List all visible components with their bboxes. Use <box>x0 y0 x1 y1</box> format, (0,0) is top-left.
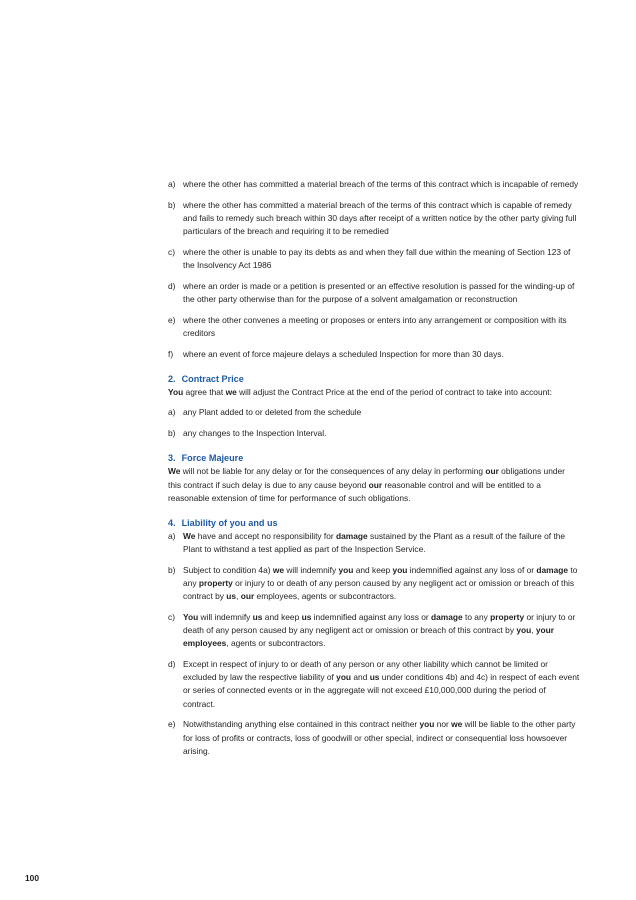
item-label: b) <box>168 428 176 439</box>
item-label: d) <box>168 280 176 291</box>
list-item <box>168 314 580 340</box>
liability-list <box>168 530 580 758</box>
text-run: have and accept no responsibility for <box>195 530 337 541</box>
item-label: c) <box>168 611 175 622</box>
list-item <box>168 658 580 711</box>
defined-term: you <box>392 564 408 575</box>
text-run: and <box>351 672 370 683</box>
text-run: will be liable to the other party for loss of profits or contracts, loss of goodwill or other special, indirect or consequential loss howsoever arising. <box>183 719 576 756</box>
item-text <box>183 659 579 709</box>
defined-term: you <box>336 672 352 683</box>
text-run: will indemnify <box>198 611 253 622</box>
text-run: Except in respect of injury to or death of any person or any other liability which cannot be limited or excluded by law the respective liability of <box>183 659 548 683</box>
text-run: , <box>236 591 241 602</box>
defined-term: We <box>183 530 196 541</box>
text-run: to any <box>462 611 491 622</box>
list-item <box>168 530 580 556</box>
item-text: where the other has committed a material breach of the terms of this contract which is incapable of remedy <box>183 179 579 189</box>
defined-term: we <box>272 564 285 575</box>
text-run: and keep <box>353 564 393 575</box>
item-text: where an event of force majeure delays a scheduled Inspection for more than 30 days. <box>183 348 504 359</box>
text-run: agree that <box>183 386 226 397</box>
item-label: d) <box>168 659 176 670</box>
section-title: Liability of you and us <box>181 517 278 528</box>
text-run: any Plant added to or deleted from the schedule <box>183 407 362 418</box>
defined-term: us <box>252 611 263 622</box>
item-label: e) <box>168 719 176 730</box>
item-text <box>183 531 565 554</box>
defined-term: us <box>369 672 380 683</box>
text-run: Notwithstanding anything else contained in this contract neither <box>183 719 420 730</box>
text-run: obligations under this contract if such delay is due to any cause beyond <box>168 466 565 490</box>
defined-term: we <box>225 386 237 397</box>
item-label: a) <box>168 530 176 541</box>
text-run: indemnified against any loss of or <box>407 564 537 575</box>
defined-term: you <box>516 625 532 636</box>
defined-term: us <box>226 591 237 602</box>
defined-term: us <box>301 611 312 622</box>
defined-term: our <box>485 466 499 477</box>
text-run: to any <box>183 564 578 589</box>
section-number: 4. <box>168 517 176 528</box>
defined-term: property <box>490 611 525 622</box>
termination-list <box>168 178 580 361</box>
item-text <box>183 428 326 438</box>
section-body <box>168 465 580 505</box>
section-title: Force Majeure <box>181 453 244 464</box>
item-text: where an order is made or a petition is presented or an effective resolution is passed for the winding-up of the other party otherwise than for the purpose of a solvent amalgamation or reconstruction <box>183 280 575 304</box>
item-text <box>183 612 575 648</box>
list-item <box>168 718 580 758</box>
text-run: any changes to the Inspection Interval. <box>183 428 327 439</box>
item-text: where the other convenes a meeting or proposes or enters into any arrangement or composition with its creditors <box>183 314 567 338</box>
section-number: 3. <box>168 453 176 464</box>
text-run: , <box>531 625 536 636</box>
defined-term: You <box>168 386 184 397</box>
defined-term: you <box>338 564 354 575</box>
list-item <box>168 611 580 651</box>
section-title: Contract Price <box>181 373 244 384</box>
text-run: or injury to or death of any person caused by any negligent act or omission or breach of this contract by <box>183 578 575 602</box>
list-item <box>168 280 580 306</box>
text-run: indemnified against any loss or <box>311 611 432 622</box>
list-item <box>168 564 580 604</box>
item-label: c) <box>168 246 175 257</box>
item-label: b) <box>168 564 176 575</box>
document-body <box>168 178 580 766</box>
item-text <box>183 565 577 601</box>
item-text: where the other has committed a material breach of the terms of this contract which is capable of remedy and fails to remedy such breach within 30 days after receipt of a written notice by the other party giving full particulars of the breach and requiring it to be remedied <box>183 199 577 237</box>
defined-term: our <box>368 479 383 490</box>
item-label: a) <box>168 407 176 418</box>
text-run: or injury to or death of any person caused by any negligent act or omission or breach of this contract by <box>183 611 576 636</box>
defined-term: damage <box>536 564 569 575</box>
list-item <box>168 246 580 272</box>
contract-price-list <box>168 406 580 440</box>
list-item <box>168 199 580 239</box>
defined-term: your employees <box>183 625 555 649</box>
item-text: where the other is unable to pay its debts as and when they fall due within the meaning of Section 123 of the Insolvency Act 1986 <box>183 246 571 271</box>
defined-term: property <box>198 578 233 589</box>
defined-term: We <box>168 466 181 477</box>
text-run: Subject to condition 4a) <box>183 564 273 575</box>
defined-term: damage <box>431 611 463 622</box>
text-run: will adjust the Contract Price at the end of the period of contract to take into account: <box>236 386 552 397</box>
text-run: will not be liable for any delay or for the consequences of any delay in performing <box>180 466 486 477</box>
item-text <box>183 407 361 417</box>
item-label: f) <box>168 348 174 359</box>
text-run: reasonable control and will be entitled to a reasonable extension of time for performance of such obligations. <box>168 479 541 503</box>
list-item <box>168 178 580 191</box>
defined-term: damage <box>336 530 368 541</box>
list-item <box>168 427 580 440</box>
page-number: 100 <box>25 873 39 883</box>
item-label: b) <box>168 199 176 210</box>
text-run: will indemnify <box>284 564 339 575</box>
section-number: 2. <box>168 373 176 384</box>
section-heading-contract-price <box>168 373 580 386</box>
item-label: a) <box>168 179 176 189</box>
section-intro <box>168 386 580 399</box>
text-run: , agents or subcontractors. <box>226 638 326 649</box>
list-item <box>168 406 580 419</box>
item-label: e) <box>168 314 176 325</box>
text-run: under conditions 4b) and 4c) in respect of each event or series of connected events or in the aggregate will not exceed £10,000,000 during the period of contract. <box>183 672 580 709</box>
defined-term: our <box>240 591 255 602</box>
list-item <box>168 348 580 361</box>
defined-term: we <box>451 719 463 730</box>
defined-term: You <box>183 611 199 622</box>
text-run: sustained by the Plant as a result of the failure of the Plant to withstand a test applied as part of the Inspection Service. <box>183 530 566 555</box>
text-run: employees, agents or subcontractors. <box>254 591 397 602</box>
text-run: nor <box>434 719 452 730</box>
section-heading-liability <box>168 517 580 530</box>
defined-term: you <box>419 719 435 730</box>
item-text <box>183 719 575 755</box>
text-run: and keep <box>262 611 302 622</box>
section-heading-force-majeure <box>168 452 580 465</box>
